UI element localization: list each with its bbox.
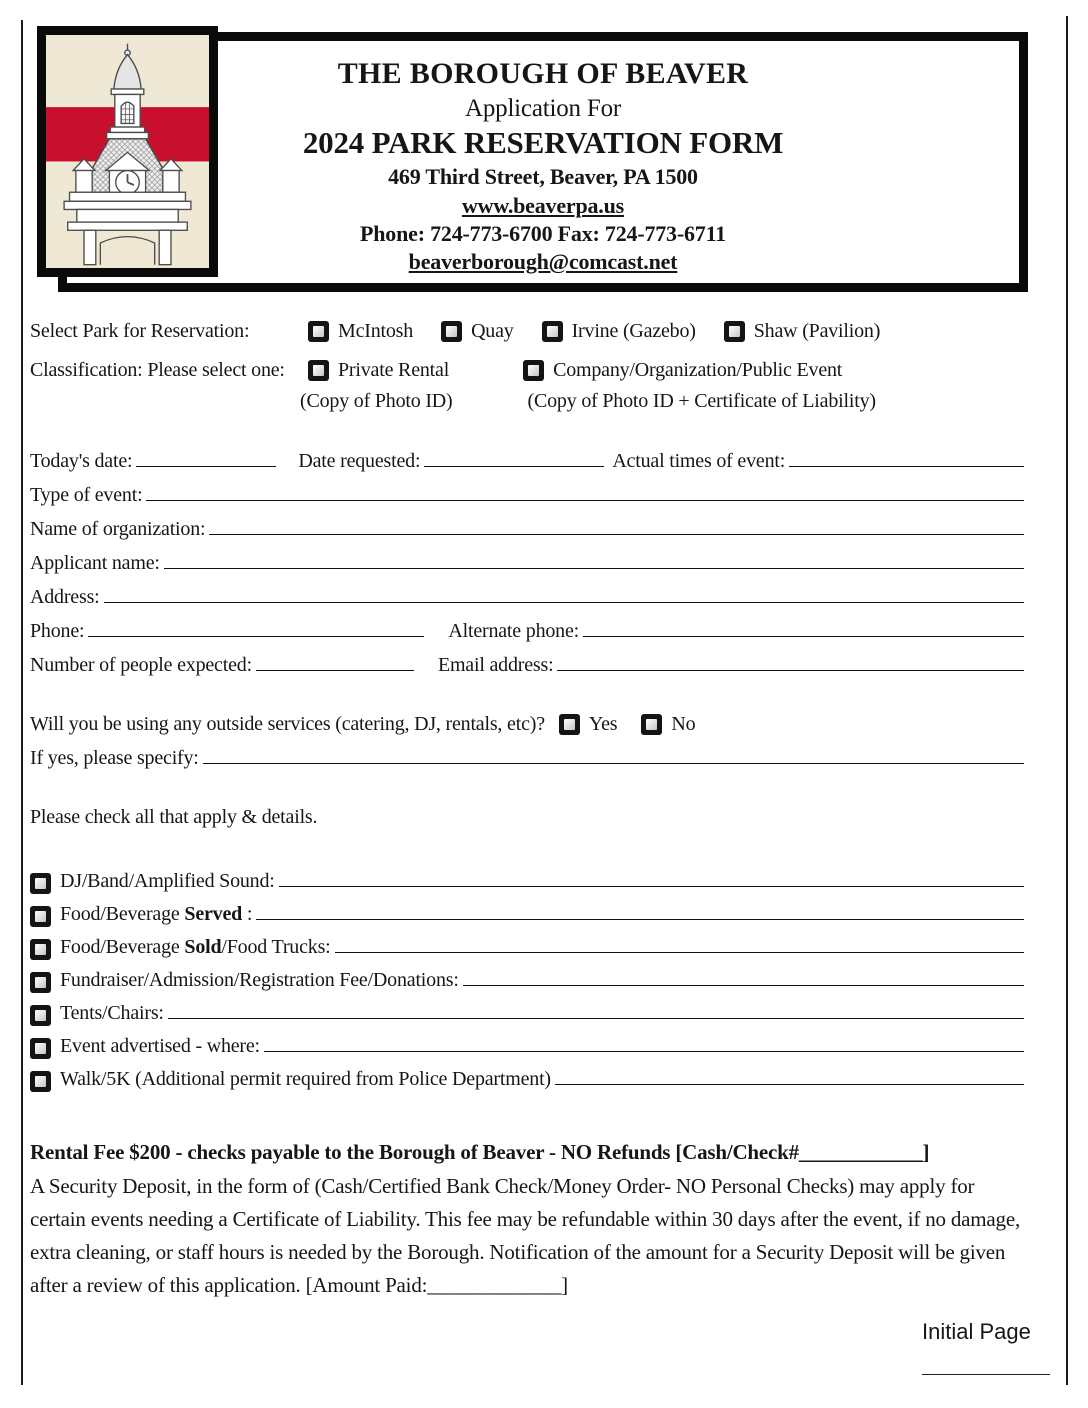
park-option-quay: [441, 320, 514, 343]
name-of-organization-label: Name of organization:: [30, 518, 206, 540]
checklist-line-walk-5k-additional-permit-required-from-police-department[interactable]: [555, 1065, 1024, 1085]
checklist-intro-row: [30, 806, 1024, 829]
address-label: Address:: [30, 586, 100, 608]
checkbox-inner: [729, 326, 740, 337]
classification-label: Classification: Please select one:: [30, 359, 285, 381]
private-rental-checkbox[interactable]: [308, 360, 329, 381]
date-requested-label: Date requested:: [298, 450, 421, 472]
checklist: [30, 867, 1024, 1098]
clock-tower-icon: [46, 35, 209, 268]
phone-row: [30, 617, 1024, 643]
checklist-item-label: Food/Beverage Served :: [60, 903, 253, 925]
checklist-line-fundraiser-admission-registration-fee-donations[interactable]: [463, 966, 1024, 986]
checklist-item-label: Tents/Chairs:: [60, 1002, 164, 1024]
checklist-intro: Please check all that apply & details.: [30, 806, 318, 828]
outside-services-no: [641, 713, 695, 736]
park-checkbox-irvine-gazebo[interactable]: [542, 321, 563, 342]
actual-times-line[interactable]: [789, 447, 1024, 467]
date-requested-line[interactable]: [424, 447, 604, 467]
checklist-row-food-beverage-sold-food-trucks: [30, 933, 1024, 966]
specify-label: If yes, please specify:: [30, 747, 199, 769]
checklist-checkbox-fundraiser-admission-registration-fee-donations[interactable]: [30, 972, 51, 993]
phone-fax-line: Phone: 724-773-6700 Fax: 724-773-6711: [360, 221, 726, 246]
checklist-item-label: DJ/Band/Amplified Sound:: [60, 870, 275, 892]
checkbox-inner: [313, 326, 324, 337]
park-checkbox-shaw-pavilion[interactable]: [724, 321, 745, 342]
initial-page-line[interactable]: [922, 1374, 1050, 1375]
checklist-line-food-beverage-served[interactable]: [256, 900, 1024, 920]
specify-row: [30, 744, 1024, 770]
park-option-label: Shaw (Pavilion): [753, 320, 881, 342]
borough-logo: [37, 26, 218, 277]
checklist-checkbox-tents-chairs[interactable]: [30, 1005, 51, 1026]
organization-name: THE BOROUGH OF BEAVER: [337, 57, 749, 90]
rental-fee-line: Rental Fee $200 - checks payable to the Borough of Beaver - NO Refunds [Cash/Check#____________]: [30, 1140, 930, 1164]
checkbox-inner: [547, 326, 558, 337]
checklist-checkbox-walk-5k-additional-permit-required-from-police-department[interactable]: [30, 1071, 51, 1092]
applicant-name-line[interactable]: [164, 549, 1024, 569]
park-option-mcintosh: [308, 320, 413, 343]
checkbox-inner: [35, 944, 46, 955]
address-line[interactable]: [104, 583, 1024, 603]
checklist-checkbox-dj-band-amplified-sound[interactable]: [30, 873, 51, 894]
checkbox-inner: [35, 977, 46, 988]
initial-page-label: Initial Page: [922, 1319, 1031, 1344]
checklist-row-walk-5k-additional-permit-required-from-police-department: [30, 1065, 1024, 1098]
dates-row: [30, 447, 1024, 473]
alternate-phone-line[interactable]: [583, 617, 1024, 637]
park-option-shaw-pavilion: [724, 320, 880, 343]
security-deposit-paragraph: A Security Deposit, in the form of (Cash/Certified Bank Check/Money Order- NO Personal Checks) may apply for certain events needing a Certificate of Liability. This fee may be refundable within 30 days after the event, if no damage, extra cleaning, or staff hours is needed by the Borough. Notification of the amount for a Security Deposit will be given after a review of this application. [Amount Paid:_____________]: [30, 1174, 1021, 1297]
email-link[interactable]: beaverborough@comcast.net: [408, 249, 678, 274]
yes-checkbox[interactable]: [559, 714, 580, 735]
outside-services-yes: [559, 713, 618, 736]
classification-row: [30, 359, 1024, 382]
checkbox-inner: [35, 878, 46, 889]
name-of-organization-line[interactable]: [209, 515, 1024, 535]
park-option-label: McIntosh: [338, 320, 414, 342]
checklist-line-tents-chairs[interactable]: [168, 999, 1024, 1019]
no-label: No: [671, 713, 696, 735]
park-option-label: Irvine (Gazebo): [571, 320, 696, 342]
checklist-checkbox-food-beverage-sold-food-trucks[interactable]: [30, 939, 51, 960]
classification-option-label: Company/Organization/Public Event: [553, 359, 843, 381]
park-selection-row: [30, 320, 1024, 343]
checkbox-inner: [35, 1043, 46, 1054]
classification-option-label: Private Rental: [338, 359, 450, 381]
page-margin-line-right: [1066, 16, 1068, 1385]
checkbox-inner: [446, 326, 457, 337]
form-body: [30, 320, 1024, 1302]
checkbox-inner: [35, 911, 46, 922]
checkbox-inner: [564, 719, 575, 730]
checklist-line-dj-band-amplified-sound[interactable]: [279, 867, 1024, 887]
checklist-row-event-advertised-where: [30, 1032, 1024, 1065]
yes-label: Yes: [588, 713, 618, 735]
checklist-item-label: Fundraiser/Admission/Registration Fee/Donations:: [60, 969, 459, 991]
people-expected-line[interactable]: [256, 651, 414, 671]
outside-services-row: [30, 713, 1024, 736]
actual-times-label: Actual times of event:: [612, 450, 786, 472]
checklist-line-food-beverage-sold-food-trucks[interactable]: [335, 933, 1024, 953]
company-note: (Copy of Photo ID + Certificate of Liability): [527, 390, 876, 412]
park-checkbox-mcintosh[interactable]: [308, 321, 329, 342]
checklist-row-dj-band-amplified-sound: [30, 867, 1024, 900]
checklist-row-fundraiser-admission-registration-fee-donations: [30, 966, 1024, 999]
park-option-irvine-gazebo: [542, 320, 696, 343]
no-checkbox[interactable]: [641, 714, 662, 735]
form-title: 2024 PARK RESERVATION FORM: [302, 125, 784, 160]
people-email-row: [30, 651, 1024, 677]
checkbox-inner: [35, 1010, 46, 1021]
application-for-label: Application For: [464, 95, 621, 122]
type-of-event-row: [30, 481, 1024, 507]
park-checkbox-quay[interactable]: [441, 321, 462, 342]
page-margin-line-left: [21, 20, 23, 1385]
email-address-label: Email address:: [437, 654, 554, 676]
type-of-event-label: Type of event:: [30, 484, 143, 506]
checkbox-inner: [35, 1076, 46, 1087]
classification-option-private-rental: [308, 359, 449, 382]
people-expected-label: Number of people expected:: [30, 654, 252, 676]
street-address: 469 Third Street, Beaver, PA 1500: [388, 164, 698, 189]
phone-label: Phone:: [30, 620, 85, 642]
phone-line[interactable]: [88, 617, 424, 637]
company-organization-checkbox[interactable]: [523, 360, 544, 381]
email-address-line[interactable]: [557, 651, 1024, 671]
classification-notes-row: [30, 390, 1024, 413]
applicant-row: [30, 549, 1024, 575]
alternate-phone-label: Alternate phone:: [448, 620, 579, 642]
checkbox-inner: [528, 365, 539, 376]
checklist-item-label: Walk/5K (Additional permit required from Police Department): [60, 1068, 551, 1090]
checklist-checkbox-food-beverage-served[interactable]: [30, 906, 51, 927]
checklist-row-tents-chairs: [30, 999, 1024, 1032]
checkbox-inner: [646, 719, 657, 730]
address-row: [30, 583, 1024, 609]
checklist-checkbox-event-advertised-where[interactable]: [30, 1038, 51, 1059]
checkbox-inner: [313, 365, 324, 376]
checklist-row-food-beverage-served: [30, 900, 1024, 933]
type-of-event-line[interactable]: [146, 481, 1024, 501]
checklist-item-label: Event advertised - where:: [60, 1035, 260, 1057]
checklist-item-label: Food/Beverage Sold/Food Trucks:: [60, 936, 331, 958]
website-link[interactable]: www.beaverpa.us: [461, 193, 624, 218]
organization-row: [30, 515, 1024, 541]
todays-date-label: Today's date:: [30, 450, 133, 472]
outside-services-question: Will you be using any outside services (catering, DJ, rentals, etc)?: [30, 713, 545, 735]
checklist-line-event-advertised-where[interactable]: [264, 1032, 1024, 1052]
classification-option-company: [523, 359, 842, 382]
todays-date-line[interactable]: [136, 447, 276, 467]
park-selection-label: Select Park for Reservation:: [30, 320, 250, 342]
park-options: [308, 320, 880, 343]
specify-line[interactable]: [203, 744, 1024, 764]
applicant-name-label: Applicant name:: [30, 552, 160, 574]
private-rental-note: (Copy of Photo ID): [300, 390, 453, 412]
park-option-label: Quay: [471, 320, 514, 342]
